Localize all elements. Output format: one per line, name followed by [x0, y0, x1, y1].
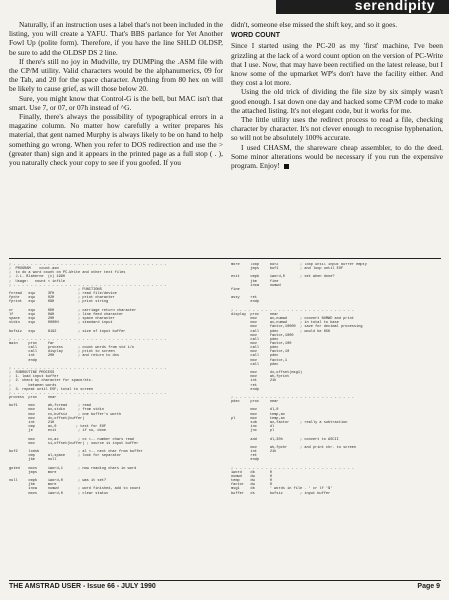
article-paragraph: If there's still no joy in Mudville, try DUMPing the .ASM file with the CP/M utility. Valid characters would be the alphanumerics, 09 for the Tab, and 20 for the space character. Anything from 80 hex on will be likely to cause grief, as will those below 20. — [9, 56, 223, 94]
article-left-column — [9, 20, 223, 167]
article-paragraph: Sure, you might know that Control-G is the bell, but MAC isn't that smart. Use 7, or 07, or 07h instead of ^G. — [9, 93, 223, 112]
section-title: serendipity — [354, 0, 435, 13]
header-bar — [276, 0, 449, 14]
article-paragraph: Naturally, if an instruction uses a label that's not been included in the listing, you will create a YAFU. That's BBS parlance for Yet Another Fowl Up (polite form). Therefore, if you have the line SHLD OLDSP, be sure to add the OLDSP DS 2 line. — [9, 20, 223, 57]
article-paragraph: Since I started using the PC-20 as my 'first' machine, I've been grizzling at the lack of a word count option on the version of PC-Write that I use. Now, that may have been rectified on the latest release, but I know some of the upmarket WP's don't have the facility either. And they cost a lot more. — [231, 41, 443, 88]
article-paragraph-last — [231, 143, 443, 171]
article-paragraph: Finally, there's always the possibility of typographical errors in a magazine column. No matter how carefully a writer prepares his material, that gent named Murphy is always likely to be on hand to help something go wrong. When you refer to DOS redirection and use the > (greater than) sign and it appears in the printed page as a full stop ( . ), you naturally check your copy to see if you goofed. If you — [9, 112, 223, 168]
article-paragraph: Using the old trick of dividing the file size by six simply wasn't good enough. I sat down one day and hacked some CP/M code to make the attached listing. It's not elegant code, but it works for me. — [231, 87, 443, 115]
code-listing-left: ; - - - - - - - - - - - - - - - - - - - - - - - - - - - - - - - - - - - - ; PROGRAM count.asm ; to do a word count on PC-Write and other text files ; J.L. Blaherne (c) 1990 ; Usage: count < infile ; - - - - - - - - - - - - - - - - - - - - - - - - - - - - - - - - - - - - ; FUNCTIONS fcread equ 3FH ; read file/device fpchr equ 02H ; print character fprint equ 09H ; print string cr equ 0DH ; carriage return character lf equ 0AH ; line feed character space equ 20H ; space character stdin equ 0000H ; standard input bufsiz equ 8192 ; size of input buffer ; - - - - - - - - - - - - - - - - - - - - - - - - - - - - - - - - - - - - main proc far call process ; count words from std i/o call display ; print to screen int 20H ; and return to dos endp ; - - - - - - - - - - - - - - - - - - - - - - - - - - - - - - - - - - - - ; SUBROUTINE PROCESS ; 1. load input buffer ; 2. check by character for space/etc. ; between words ; 3. repeat until EOF, total to screen ; - - - - - - - - - - - - - - - - - - - - - - - - - - - - - - - - - - - - process proc near buf1 mov ah,fcread ; read mov bx,stdin ; from stdin mov cx,bufsiz ; one buffer's worth mov dx,offset(buffer) int 21H cmp ax,0 ; test for EOF je exit ; if so, done mov cx,ax ; cx <-- number chars read mov si,offset(buffer) ; source is input buffer buf2 lodsb ; al <-- next char from buffer cmp al,space ; look for separator jbe null goted movs iword,1 ; now reading chars in word jmps more null cmpb iword,0 ; was it set? jbe more incw numwd ; word finished, add to count movs iword,0 ; clear status — [9, 263, 167, 496]
article-paragraph: didn't, someone else missed the shift key, and so it goes. — [231, 20, 398, 29]
footer-rule — [9, 580, 441, 581]
article-paragraph: The little utility uses the redirect process to read a file, checking character by character. It's not clever enough to recognise hyphenation, so will not be absolutely 100% accurate. — [231, 115, 443, 143]
magazine-issue-footer: THE AMSTRAD USER - Issue 66 - JULY 1990 — [9, 583, 156, 590]
end-of-article-mark — [284, 164, 289, 169]
page-number: Page 9 — [417, 583, 440, 590]
listing-top-rule — [9, 258, 441, 259]
article-paragraph-text: I used CHASM, the shareware cheap assembler, to do the deed. Some minor alterations would be necessary if you run the expensive program. Enjoy! — [231, 142, 443, 171]
code-listing-right: more loop buf2 ; loop until input buffer empty jmps buf1 ; and loop until EOF exit cmpb iword,0 ; set when done? jbe fine incw numwd fine assy ret endp ; - - - - - - - - - - - - - - - - - - - - - - - - - - - - display proc near mov ax,numwd ; convert NUMWD and print mov ax,numwd ; in total to base mov factor,10000 ; save for decimal processing call pdec ; would be 65K mov factor,1000 call pdec mov factor,100 call pdec mov factor,10 call pdec mov factor,1 call pdec mov dx,offset(msg1) mov ah,fprint int 21h ret endp ; - - - - - - - - - - - - - - - - - - - - - - - - - - - - pdec proc near mov dl,0 mov temp,ax pl mov temp,ax sub ax,factor ; really a subtraction inc dl jnc pl add dl,30h ; convert to ASCII mov ah,fpchr ; and print chr. to screen int 21h ret endp ; - - - - - - - - - - - - - - - - - - - - - - - - - - - - iword db 0 numwd dw 0 temp dw 0 factor dw 0 msg1 db ' words in file . ' cr lf '$' buffer ds bufsiz ; input buffer — [231, 263, 367, 496]
section-heading: WORD COUNT — [231, 32, 280, 40]
article-right-column — [231, 20, 443, 170]
